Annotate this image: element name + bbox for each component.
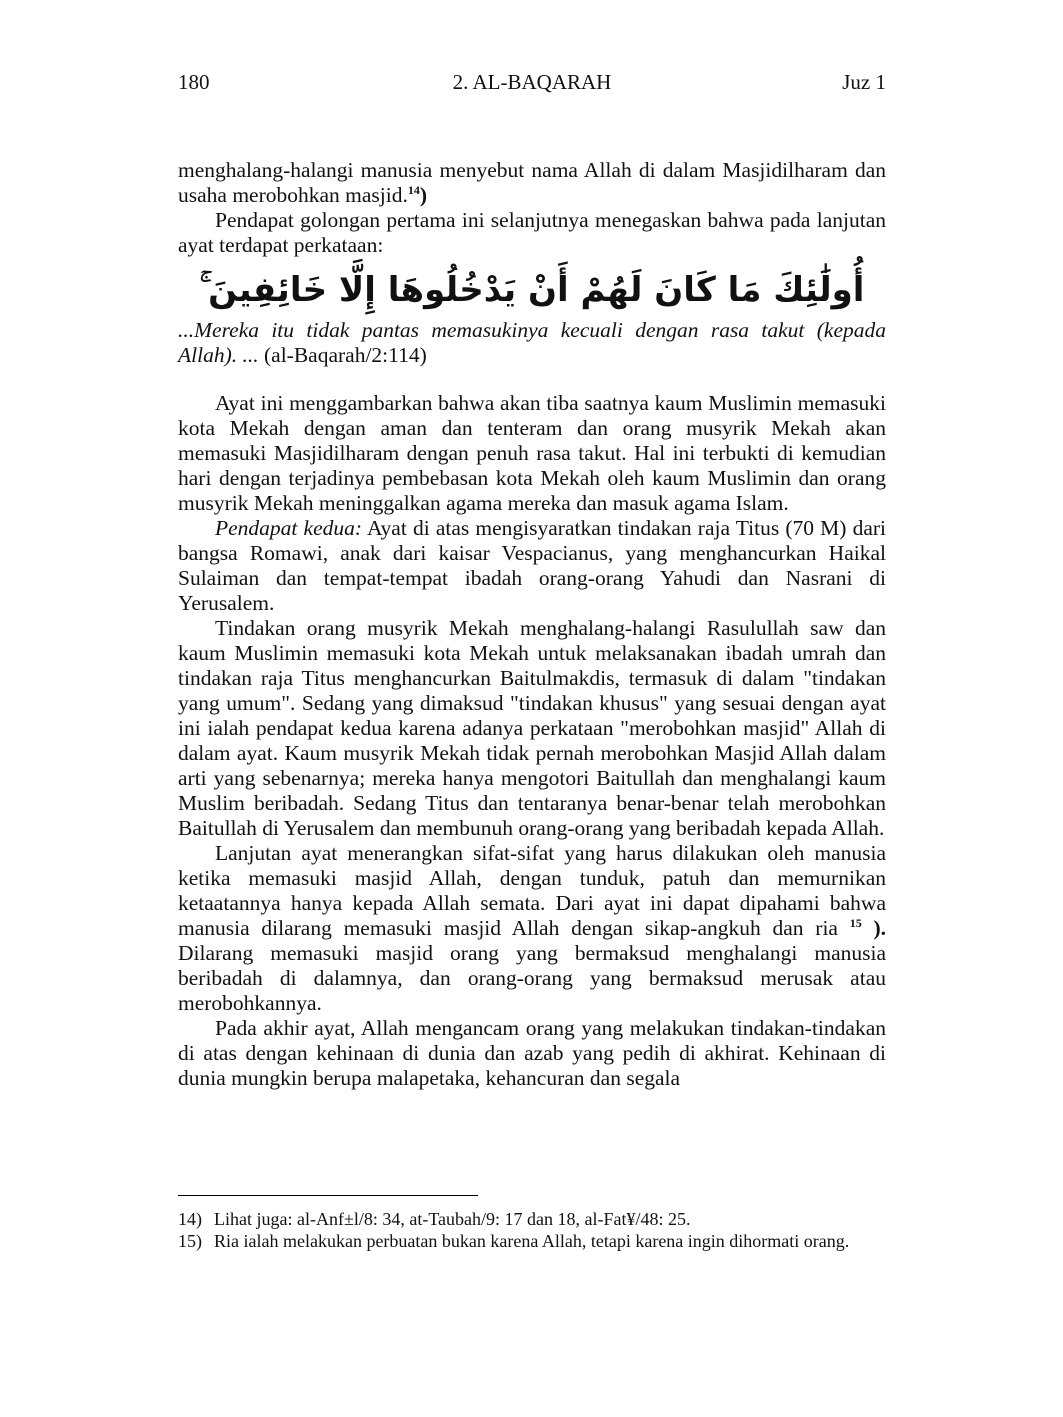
footnote-ref-close: ). (861, 916, 886, 940)
paragraph: Ayat ini menggambarkan bahwa akan tiba saatnya kaum Muslimin memasuki kota Mekah dengan aman dan tenteram dan orang musyrik Mekah akan memasuki Masjidilharam dengan penuh rasa takut. Hal ini terbukti di kemudian hari dengan terjadinya pembebasan kota Mekah oleh kaum Muslimin dan orang musyrik Mekah meninggalkan agama mereka dan masuk agama Islam. (178, 391, 886, 515)
paragraph-text: Ayat di atas mengisyaratkan tindakan raja Titus (70 M) dari bangsa Romawi, anak dari kaisar Vespacianus, yang menghancurkan Haikal Sulaiman dan tempat-tempat ibadah orang-orang Yahudi dan Nasrani di Yerusalem. (178, 516, 886, 615)
paragraph: Pendapat golongan pertama ini selanjutnya menegaskan bahwa pada lanjutan ayat terdapat perkataan: (178, 208, 886, 257)
verse-translation (178, 318, 886, 368)
spacer (178, 368, 886, 391)
translation-text: ...Mereka itu tidak pantas memasukinya kecuali dengan rasa takut (kepada Allah). ... (178, 318, 886, 367)
paragraph: Tindakan orang musyrik Mekah menghalang-halangi Rasulullah saw dan kaum Muslimin memasuki kota Mekah untuk melaksanakan ibadah umrah dan tindakan raja Titus menghancurkan Baitulmakdis, termasuk di dalam "tindakan yang umum". Sedang yang dimaksud "tindakan khusus" yang sesuai dengan ayat ini ialah pendapat kedua karena adanya perkataan "merobohkan masjid" Allah di dalam ayat. Kaum musyrik Mekah tidak pernah merobohkan Masjid Allah dalam arti yang sebenarnya; mereka hanya mengotori Baitullah dan menghalangi kaum Muslim beribadah. Sedang Titus dan tentaranya benar-benar telah merobohkan Baitullah di Yerusalem dan membunuh orang-orang yang beribadah kepada Allah. (178, 616, 886, 840)
verse-reference: (al-Baqarah/2:114) (258, 343, 427, 367)
paragraph: Pada akhir ayat, Allah mengancam orang yang melakukan tindakan-tindakan di atas dengan kehinaan di dunia dan azab yang pedih di akhirat. Kehinaan di dunia mungkin berupa malapetaka, kehancuran dan segala (178, 1016, 886, 1090)
footnote-ref: 14 (407, 182, 420, 197)
footnote-number: 15) (178, 1231, 202, 1251)
paragraph (178, 841, 886, 1016)
paragraph (178, 516, 886, 616)
footnote-text: Lihat juga: al-Anf±l/8: 34, at-Taubah/9: 17 dan 18, al-Fat¥/48: 25. (214, 1209, 691, 1229)
arabic-verse: أُولَٰئِكَ مَا كَانَ لَهُمْ أَنْ يَدْخُلُوهَا إِلَّا خَائِفِينَ ۚ (199, 270, 865, 310)
paragraph-label: Pendapat kedua: (215, 516, 363, 540)
footnote-number: 14) (178, 1209, 202, 1229)
juz-label: Juz 1 (842, 70, 886, 94)
paragraph (178, 158, 886, 208)
footnote (178, 1230, 886, 1252)
chapter-title: 2. AL-BAQARAH (452, 70, 612, 94)
page-number: 180 (178, 70, 210, 94)
footnote (178, 1208, 886, 1230)
paragraph-text: Lanjutan ayat menerangkan sifat-sifat yang harus dilakukan oleh manusia ketika memasuki masjid Allah, dengan tunduk, patuh dan memurnikan ketaatannya hanya kepada Allah semata. Dari ayat ini dapat dipahami bahwa manusia dilarang memasuki masjid Allah dengan sikap-angkuh dan ria (178, 841, 886, 940)
footnote-text: Ria ialah melakukan perbuatan bukan karena Allah, tetapi karena ingin dihormati orang. (214, 1231, 850, 1251)
body-text (178, 158, 886, 1091)
paragraph-text: menghalang-halangi manusia menyebut nama Allah di dalam Masjidilharam dan usaha merobohkan masjid. (178, 158, 886, 207)
footnote-divider (178, 1195, 478, 1196)
footnotes (178, 1208, 886, 1252)
page-header (178, 70, 886, 100)
footnote-ref: 15 (849, 915, 862, 930)
footnote-ref-close: ) (419, 183, 428, 207)
paragraph-text: Dilarang memasuki masjid orang yang bermaksud menghalangi manusia beribadah di dalamnya, dan orang-orang yang bermaksud merusak atau merobohkannya. (178, 941, 886, 1015)
